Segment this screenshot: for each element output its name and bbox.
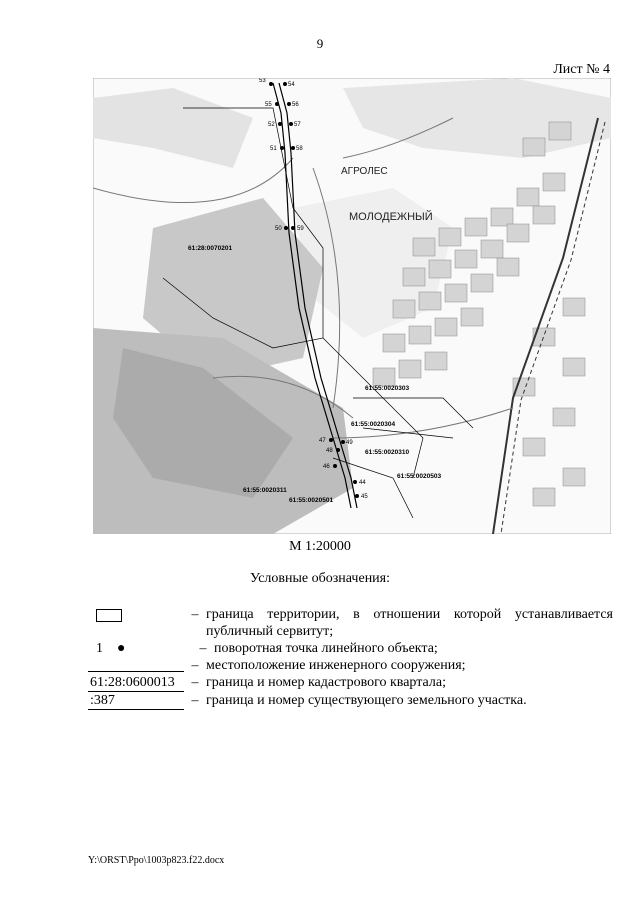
- boundary-rect-symbol: [96, 609, 122, 622]
- cadastral-label: 61:55:0020501: [289, 497, 334, 504]
- legend-text: граница и номер существующего земельного участка.: [206, 693, 527, 708]
- legend-item: 1 ● – поворотная точка линейного объекта;: [88, 640, 613, 657]
- line-symbol: [88, 657, 184, 672]
- legend-item: – граница территории, в отношении которой устанавливается публичный сервитут;: [88, 606, 613, 640]
- legend-item: 61:28:0600013 – граница и номер кадастрового квартала;: [88, 674, 613, 692]
- file-path-footer: Y:\ORST\Ppo\1003p823.f22.docx: [88, 855, 225, 866]
- cadastral-label: 61:55:0020503: [397, 473, 442, 480]
- point-marker: [284, 226, 288, 230]
- point-marker: [278, 122, 282, 126]
- point-label: 53: [259, 78, 266, 84]
- point-label: 45: [361, 494, 368, 500]
- point-marker: [283, 82, 287, 86]
- legend-text: местоположение инженерного сооружения;: [206, 658, 466, 673]
- cadastral-map: [93, 78, 611, 534]
- legend-text: поворотная точка линейного объекта;: [214, 641, 438, 656]
- point-label: 57: [294, 122, 301, 128]
- point-label: 54: [288, 82, 295, 88]
- cadastral-label: 61:55:0020304: [351, 421, 396, 428]
- dot-icon: ●: [117, 641, 126, 656]
- cadastral-label: 61:55:0020310: [365, 449, 410, 456]
- point-marker: [341, 440, 345, 444]
- cadastral-label: 61:55:0020303: [365, 385, 410, 392]
- point-label: 59: [297, 226, 304, 232]
- map-label-agroles: АГРОЛЕС: [341, 166, 388, 177]
- point-label: 44: [359, 480, 366, 486]
- point-marker: [287, 102, 291, 106]
- point-label: 47: [319, 438, 326, 444]
- point-marker: [291, 226, 295, 230]
- legend: [88, 606, 613, 710]
- point-marker: [355, 494, 359, 498]
- cadastral-quarter-symbol: 61:28:0600013: [88, 674, 184, 692]
- legend-title: Условные обозначения:: [249, 571, 391, 586]
- turning-point-symbol: 1 ●: [96, 641, 126, 656]
- point-marker: [291, 146, 295, 150]
- legend-item: :387 – граница и номер существующего земельного участка.: [88, 692, 613, 710]
- map-scale: М 1:20000: [289, 539, 351, 554]
- point-label: 58: [296, 146, 303, 152]
- point-label: 49: [346, 440, 353, 446]
- point-marker: [353, 480, 357, 484]
- legend-text: граница и номер кадастрового квартала;: [206, 675, 446, 690]
- point-label: 46: [323, 464, 330, 470]
- page-number: 9: [316, 36, 324, 51]
- point-marker: [336, 448, 340, 452]
- point-label: 56: [292, 102, 299, 108]
- point-marker: [289, 122, 293, 126]
- point-marker: [275, 102, 279, 106]
- legend-item: – местоположение инженерного сооружения;: [88, 657, 613, 674]
- map-label-molodezhny: МОЛОДЕЖНЫЙ: [349, 211, 433, 223]
- point-marker: [269, 82, 273, 86]
- legend-text: граница территории, в отношении которой устанавливается публичный сервитут;: [206, 607, 613, 639]
- point-label: 48: [326, 448, 333, 454]
- point-label: 51: [270, 146, 277, 152]
- point-marker: [280, 146, 284, 150]
- land-plot-symbol: :387: [88, 692, 184, 710]
- sheet-label: Лист № 4: [553, 62, 610, 77]
- cadastral-label: 61:55:0020311: [243, 487, 287, 494]
- point-marker: [329, 438, 333, 442]
- point-label: 52: [268, 122, 275, 128]
- point-marker: [333, 464, 337, 468]
- cadastral-label: 61:28:0070201: [188, 245, 233, 252]
- point-label: 55: [265, 102, 272, 108]
- point-label: 50: [275, 226, 282, 232]
